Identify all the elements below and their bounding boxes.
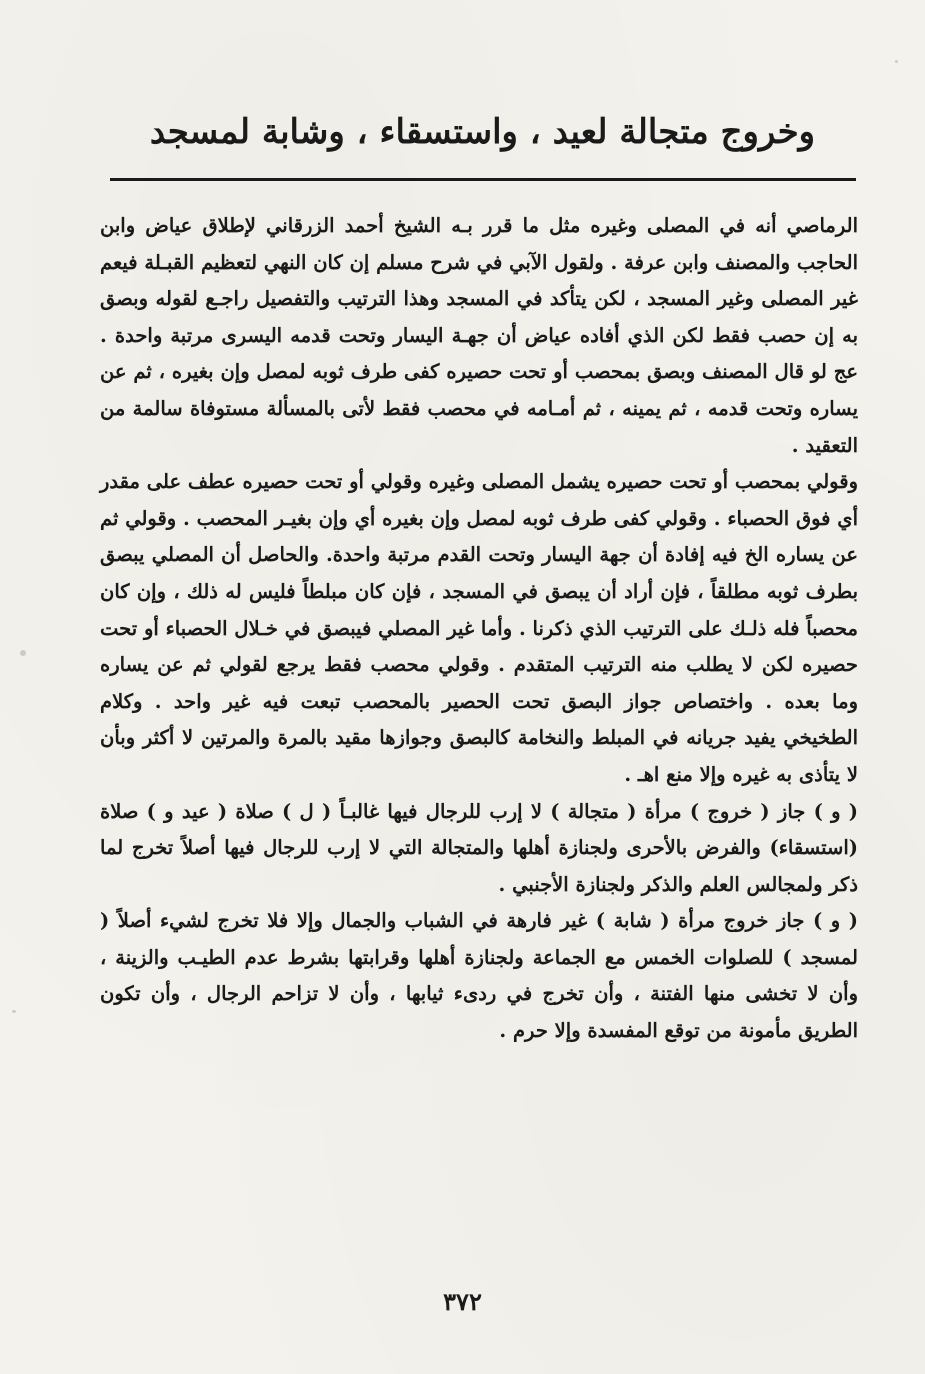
running-header: وخروج متجالة لعيد ، واستسقاء ، وشابة لمسجد [149,112,816,152]
header-rule [110,178,856,181]
paragraph: ( و ) جاز خروج مرأة ( شابة ) غير فارهة في الشباب والجمال وإلا فلا تخرج لشيء أصلاً ( لمسجد ) للصلوات الخمس مع الجماعة ولجنازة أهلها وقرابتها بشرط عدم الطيـب والزينة ، وأن لا تخشى منها الفتنة ، وأن تخرج في ردىء ثيابها ، وأن لا تزاحم الرجال ، وأن تكون الطريق مأمونة من توقع المفسدة وإلا حرم . [100,909,858,1043]
paragraph: الرماصي أنه في المصلى وغيره مثل ما قرر بـه الشيخ أحمد الزرقاني لإطلاق عياض وابن الحاجب والمصنف وابن عرفة . ولقول الآبي في شرح مسلم إن كان النهي لتعظيم القبـلة فيعم غير المصلى وغير المسجد ، لكن يتأكد في المسجد وهذا الترتيب والتفصيل راجـع لقوله وبصق به إن حصب فقط لكن الذي أفاده عياض أن جهـة اليسار وتحت قدمه اليسرى مرتبة واحدة . عج لو قال المصنف وبصق بمحصب أو تحت حصيره كفى طرف ثوبه لمصل وإن بغيره ، ثم عن يساره وتحت قدمه ، ثم يمينه ، ثم أمـامه في محصب فقط لأتى بالمسألة مستوفاة سالمة من التعقيد . [100,214,858,457]
scan-speck [12,1010,16,1013]
page-number: ٣٧٢ [443,1287,482,1316]
paragraph: ( و ) جاز ( خروج ) مرأة ( متجالة ) لا إرب للرجال فيها غالبـاً ( ل ) صلاة ( عيد و ) صلاة (استسقاء) والفرض بالأحرى ولجنازة أهلها والمتجالة التي لا إرب للرجال فيها أصلاً تخرج لما ذكر ولمجالس العلم والذكر ولجنازة الأجنبي . [100,799,858,896]
paragraph: وقولي بمحصب أو تحت حصيره يشمل المصلى وغيره وقولي أو تحت حصيره عطف على مقدر أي فوق الحصباء . وقولي كفى طرف ثوبه لمصل وإن بغيره أي وإن بغيـر المحصب . وقولي ثم عن يساره الخ فيه إفادة أن جهة اليسار وتحت القدم مرتبة واحدة. والحاصل أن المصلي يبصق بطرف ثوبه مطلقاً ، فإن أراد أن يبصق في المسجد ، فإن كان مبلطاً فليس له ذلك ، وإن كان محصباً فله ذلـك على الترتيب الذي ذكرنا . وأما غير المصلي فيبصق في خـلال الحصباء أو تحت حصيره لكن لا يطلب منه الترتيب المتقدم . وقولي محصب فقط يرجع لقولي ثم عن يساره وما بعده . واختصاص جواز البصق تحت الحصير بالمحصب تبعت فيه غير واحد . وكلام الطخيخي يفيد جريانه في المبلط والنخامة كالبصق وجوازها مقيد بالمرة والمرتين لا أكثر وبأن لا يتأذى به غيره وإلا منع اهـ . [100,470,858,786]
scan-speck [895,60,898,63]
body-text [100,208,858,1050]
scan-speck [20,650,26,656]
